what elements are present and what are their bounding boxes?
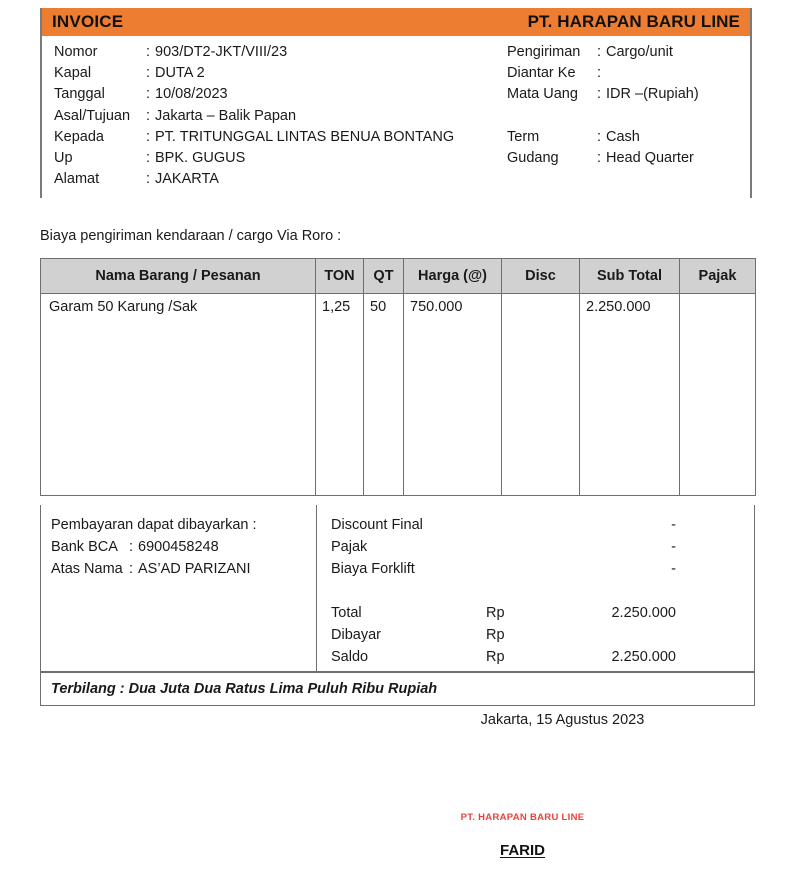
amount-in-words: Terbilang : Dua Juta Dua Ratus Lima Puluh Ribu Rupiah xyxy=(40,672,755,706)
field-alamat-sep: : xyxy=(146,171,151,188)
field-term xyxy=(507,127,757,148)
totals-amount-saldo: 2.250.000 xyxy=(611,649,676,665)
cell-qt: 50 xyxy=(364,294,404,496)
company-name: PT. HARAPAN BARU LINE xyxy=(527,12,740,31)
field-gudang-label: Gudang xyxy=(507,150,559,166)
signer-name-text: FARID xyxy=(500,842,545,859)
field-tanggal-value: 10/08/2023 xyxy=(155,86,228,103)
field-gudang-sep: : xyxy=(597,150,602,166)
header-right-fields xyxy=(507,42,757,169)
cell-nama-barang: Garam 50 Karung /Sak xyxy=(41,294,316,496)
field-mata-uang-sep: : xyxy=(597,86,602,103)
totals-label-pajak: Pajak xyxy=(331,539,368,555)
payment-section-divider xyxy=(316,505,317,671)
totals-row-total xyxy=(331,602,741,624)
cell-sub-total: 2.250.000 xyxy=(580,294,680,496)
field-tanggal xyxy=(54,84,514,105)
totals-row-discount-final xyxy=(331,514,741,536)
field-mata-uang-label: Mata Uang xyxy=(507,86,578,103)
place-date-text: Jakarta, 15 Agustus 2023 xyxy=(480,712,645,728)
col-header-qt: QT xyxy=(364,259,404,294)
table-caption: Biaya pengiriman kendaraan / cargo Via Roro : xyxy=(40,228,342,244)
totals-row-biaya-forklift xyxy=(331,558,741,580)
field-pengiriman-label: Pengiriman xyxy=(507,44,581,60)
totals-currency-pajak xyxy=(486,536,546,558)
totals-amount-biaya-forklift: - xyxy=(671,561,676,577)
field-asal-tujuan-sep: : xyxy=(146,107,151,124)
col-header-ton: TON xyxy=(316,259,364,294)
account-holder-sep: : xyxy=(129,561,134,577)
header-left-fields xyxy=(54,42,514,190)
field-kepada-label: Kepada xyxy=(54,128,104,145)
field-kepada xyxy=(54,127,514,148)
field-nomor-label: Nomor xyxy=(54,44,98,60)
items-table-header-row xyxy=(41,259,756,294)
account-holder-label: Atas Nama xyxy=(51,561,123,577)
payment-heading: Pembayaran dapat dibayarkan : xyxy=(51,517,257,533)
cell-ton: 1,25 xyxy=(316,294,364,496)
totals-amount-dibayar xyxy=(546,624,676,646)
field-pengiriman-sep: : xyxy=(597,44,602,60)
totals-currency-discount-final xyxy=(486,514,546,536)
items-table xyxy=(40,258,756,496)
totals-amount-total: 2.250.000 xyxy=(611,605,676,621)
field-diantar-ke-sep: : xyxy=(597,65,602,82)
field-up-sep: : xyxy=(146,150,151,167)
field-up-label: Up xyxy=(54,150,73,167)
cell-disc xyxy=(502,294,580,496)
col-header-sub-total: Sub Total xyxy=(580,259,680,294)
totals-label-biaya-forklift: Biaya Forklift xyxy=(331,561,415,577)
field-nomor xyxy=(54,42,514,63)
totals-amount-pajak: - xyxy=(671,539,676,555)
totals-label-discount-final: Discount Final xyxy=(331,517,423,533)
account-holder-row xyxy=(51,558,313,580)
field-alamat-value: JAKARTA xyxy=(155,171,219,188)
field-term-value: Cash xyxy=(606,128,640,145)
field-asal-tujuan-label: Asal/Tujuan xyxy=(54,107,131,124)
field-alamat xyxy=(54,169,514,190)
totals-currency-saldo: Rp xyxy=(486,649,505,665)
totals-block xyxy=(331,514,741,668)
bank-details xyxy=(51,514,313,580)
totals-amount-discount-final: - xyxy=(671,517,676,533)
field-gudang-value: Head Quarter xyxy=(606,150,694,166)
field-diantar-ke-value xyxy=(606,63,757,84)
field-tanggal-label: Tanggal xyxy=(54,86,105,103)
field-nomor-sep: : xyxy=(146,44,151,60)
totals-label-total: Total xyxy=(331,605,362,621)
field-term-label: Term xyxy=(507,128,540,145)
field-diantar-ke xyxy=(507,63,757,84)
field-asal-tujuan xyxy=(54,106,514,127)
totals-label-dibayar: Dibayar xyxy=(331,627,381,643)
totals-row-pajak xyxy=(331,536,741,558)
bank-label: Bank BCA xyxy=(51,539,118,555)
field-pengiriman xyxy=(507,42,757,63)
field-asal-tujuan-value: Jakarta – Balik Papan xyxy=(155,107,297,124)
field-kepada-sep: : xyxy=(146,128,151,145)
field-tanggal-sep: : xyxy=(146,86,151,103)
place-and-date xyxy=(40,712,755,728)
field-nomor-value: 903/DT2-JKT/VIII/23 xyxy=(155,44,288,60)
invoice-title-bar xyxy=(42,8,750,36)
totals-currency-total: Rp xyxy=(486,605,505,621)
cell-pajak xyxy=(680,294,756,496)
page-title: INVOICE xyxy=(52,12,124,31)
bank-sep: : xyxy=(129,539,134,555)
field-pengiriman-value: Cargo/unit xyxy=(606,44,673,60)
totals-row-dibayar xyxy=(331,624,741,646)
invoice-header-box xyxy=(40,8,752,198)
bank-account-row xyxy=(51,536,313,558)
field-mata-uang xyxy=(507,84,757,105)
field-mata-uang-value: IDR –(Rupiah) xyxy=(606,86,699,103)
totals-spacer xyxy=(331,580,741,602)
totals-row-saldo xyxy=(331,646,741,668)
totals-currency-biaya-forklift xyxy=(486,558,546,580)
col-header-disc: Disc xyxy=(502,259,580,294)
totals-currency-dibayar: Rp xyxy=(486,627,505,643)
field-up-value: BPK. GUGUS xyxy=(155,150,246,167)
field-diantar-ke-label: Diantar Ke xyxy=(507,65,576,82)
field-kapal-label: Kapal xyxy=(54,65,92,82)
field-kepada-value: PT. TRITUNGGAL LINTAS BENUA BONTANG xyxy=(155,128,455,145)
field-term-sep: : xyxy=(597,128,602,145)
field-alamat-label: Alamat xyxy=(54,171,100,188)
table-row xyxy=(41,294,756,496)
payment-totals-section xyxy=(40,505,755,672)
field-gudang xyxy=(507,148,757,169)
account-holder-name: AS’AD PARIZANI xyxy=(138,561,251,577)
col-header-nama-barang: Nama Barang / Pesanan xyxy=(41,259,316,294)
bank-account-number: 6900458248 xyxy=(138,539,219,555)
totals-label-saldo: Saldo xyxy=(331,649,369,665)
col-header-harga: Harga (@) xyxy=(404,259,502,294)
field-up xyxy=(54,148,514,169)
signer-name xyxy=(0,842,800,859)
header-right-spacer xyxy=(507,106,757,127)
company-stamp-text: PT. HARAPAN BARU LINE xyxy=(460,812,585,823)
col-header-pajak: Pajak xyxy=(680,259,756,294)
field-kapal-sep: : xyxy=(146,65,151,82)
field-kapal xyxy=(54,63,514,84)
field-kapal-value: DUTA 2 xyxy=(155,65,205,82)
company-stamp xyxy=(0,812,800,823)
cell-harga: 750.000 xyxy=(404,294,502,496)
